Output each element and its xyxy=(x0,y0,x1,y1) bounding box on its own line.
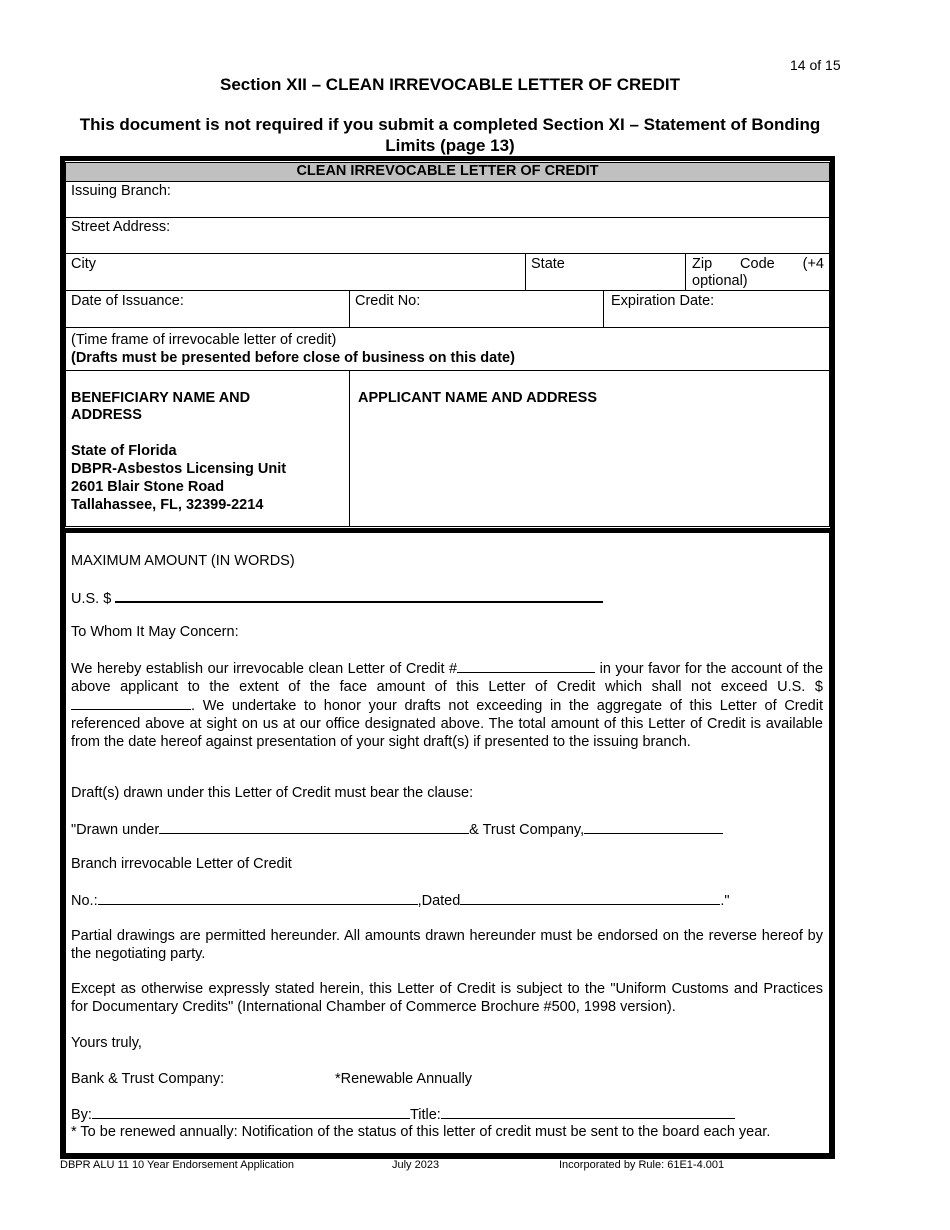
max-amount-label: MAXIMUM AMOUNT (IN WORDS) xyxy=(71,553,295,569)
beneficiary-city: Tallahassee, FL, 32399-2214 xyxy=(71,497,264,513)
street-address-field[interactable] xyxy=(65,217,830,254)
credit-no-label: Credit No: xyxy=(355,293,421,309)
salutation: To Whom It May Concern: xyxy=(71,624,239,640)
footer-date: July 2023 xyxy=(392,1159,440,1171)
partial-drawings: Partial drawings are permitted hereunder. All amounts drawn hereunder must be endorsed on the reverse hereof by the negotiating party. xyxy=(71,928,823,962)
renewable-label: *Renewable Annually xyxy=(335,1071,473,1087)
signature-line: By: Title: xyxy=(71,1105,735,1124)
except-paragraph: Except as otherwise expressly stated herein, this Letter of Credit is subject to the "Uniform Customs and Practices for Documentary Credits" (International Chamber of Commerce Brochure #500, 1998 version). xyxy=(71,981,823,1015)
zip-code-optional: optional) xyxy=(692,273,748,289)
beneficiary-street: 2601 Blair Stone Road xyxy=(71,479,225,495)
street-address-label: Street Address: xyxy=(71,219,171,235)
issuing-branch-field[interactable] xyxy=(65,181,830,218)
beneficiary-unit: DBPR-Asbestos Licensing Unit xyxy=(71,461,287,477)
state-label: State xyxy=(531,256,565,272)
trust-company-input[interactable] xyxy=(584,820,723,834)
expiration-date-label: Expiration Date: xyxy=(611,293,715,309)
no-dated-line: No.: ,Dated ." xyxy=(71,893,730,909)
amount-input[interactable] xyxy=(115,588,603,603)
branch-irrevocable: Branch irrevocable Letter of Credit xyxy=(71,856,292,872)
page-number: 14 of 15 xyxy=(790,57,841,73)
city-label: City xyxy=(71,256,96,272)
footer-rule: Incorporated by Rule: 61E1-4.001 xyxy=(559,1159,725,1171)
drafts-note: (Drafts must be presented before close of business on this date) xyxy=(71,350,515,366)
issuing-branch-label: Issuing Branch: xyxy=(71,183,171,199)
city-field[interactable] xyxy=(65,253,526,291)
yours-truly: Yours truly, xyxy=(71,1035,142,1051)
date-of-issuance-label: Date of Issuance: xyxy=(71,293,184,309)
drafts-clause: Draft(s) drawn under this Letter of Credit must bear the clause: xyxy=(71,785,474,801)
footer-form-name: DBPR ALU 11 10 Year Endorsement Application xyxy=(60,1159,295,1171)
establish-paragraph: We hereby establish our irrevocable clean Letter of Credit # in your favor for the account of the above applicant to the extent of the face amount of this Letter of Credit which shall not exceed U.S. $. We undertake to honor your drafts not exceeding in the aggregate of this Letter of Credit referenced above at sight on us at our office designated above. The total amount of this Letter of Credit is available from the date hereof against presentation of your sight draft(s) if presented to the issuing branch. xyxy=(71,661,824,750)
bank-trust-label: Bank & Trust Company: xyxy=(71,1071,225,1087)
drawn-under-line: "Drawn under & Trust Company, xyxy=(71,820,723,839)
by-input[interactable] xyxy=(92,1105,410,1119)
title-input[interactable] xyxy=(441,1105,735,1119)
us-dollar-label: U.S. $ xyxy=(71,588,603,608)
beneficiary-name: State of Florida xyxy=(71,443,177,459)
zip-code-label: Zip Code (+4 xyxy=(692,256,824,272)
time-frame-label: (Time frame of irrevocable letter of credit) xyxy=(71,332,337,348)
page-title: Section XII – CLEAN IRREVOCABLE LETTER OF CREDIT xyxy=(220,75,680,94)
beneficiary-heading-2: ADDRESS xyxy=(71,407,142,423)
credit-number-input[interactable] xyxy=(457,659,595,673)
not-exceed-amount-input[interactable] xyxy=(71,696,191,710)
dated-input[interactable] xyxy=(460,891,720,905)
renewal-note: * To be renewed annually: Notification of the status of this letter of credit must be sent to the board each year. xyxy=(71,1124,771,1140)
beneficiary-heading: BENEFICIARY NAME AND xyxy=(71,390,251,406)
form-header: CLEAN IRREVOCABLE LETTER OF CREDIT xyxy=(65,162,830,182)
letter-number-input[interactable] xyxy=(98,891,418,905)
drawn-under-input[interactable] xyxy=(159,820,469,834)
applicant-heading: APPLICANT NAME AND ADDRESS xyxy=(358,390,597,406)
requirement-notice: This document is not required if you submit a completed Section XI – Statement of Bonding Limits (page 13) xyxy=(79,115,821,155)
